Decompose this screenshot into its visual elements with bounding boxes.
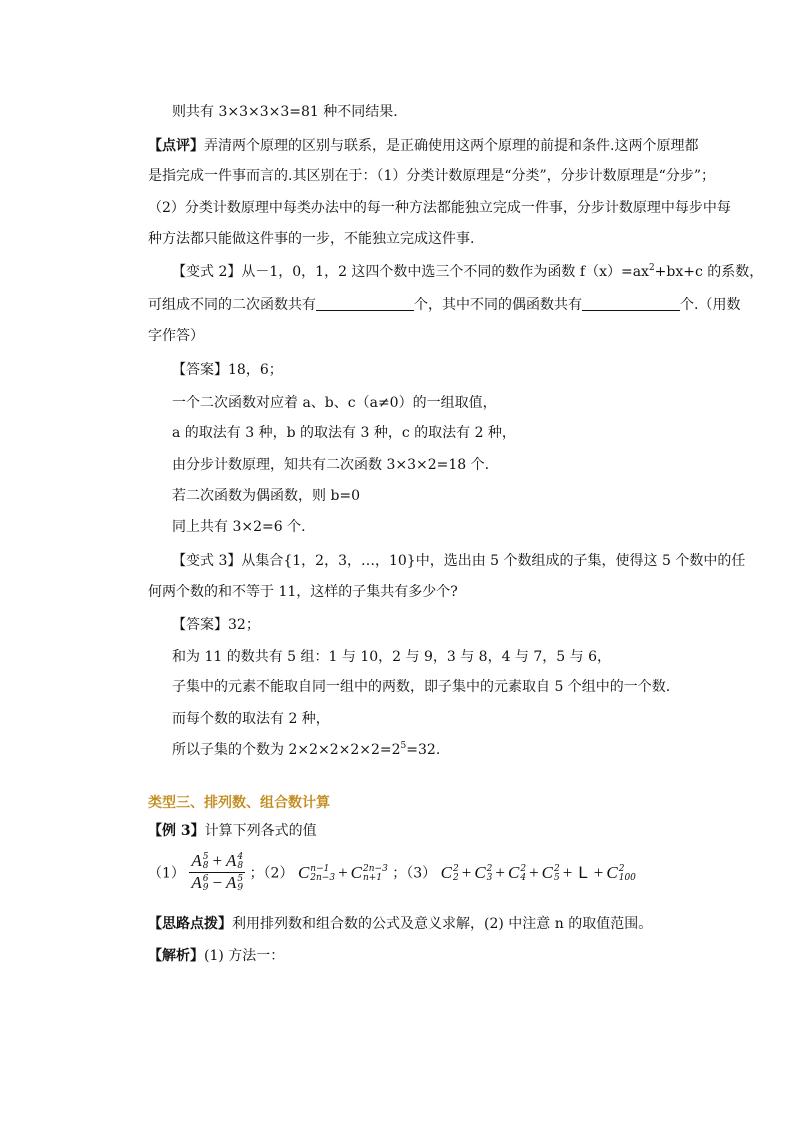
solution-text: (1) 方法一： xyxy=(204,948,285,964)
formula-2: C n−1 2n−3 + C 2n−3 n+1 xyxy=(297,862,388,883)
formula-label: ；（3） xyxy=(392,865,437,882)
text-line: 则共有 3×3×3×3=81 种不同结果. xyxy=(172,104,398,120)
formula-label: ；（2） xyxy=(249,865,294,882)
variant-2-text: 个，其中不同的偶函数共有 xyxy=(414,297,582,313)
text-part: =32. xyxy=(406,742,441,758)
text-line: 同上共有 3×2=6 个. xyxy=(172,519,306,535)
text-line: 一个二次函数对应着 a、b、c（a≠0）的一组取值， xyxy=(172,395,497,411)
text-line: 字作答） xyxy=(148,328,204,344)
section-heading: 类型三、排列数、组合数计算 xyxy=(148,795,330,811)
text-line xyxy=(172,740,440,760)
variant-2-text-cont: +bx+c 的系数， xyxy=(654,264,764,280)
text-line: a 的取法有 3 种，b 的取法有 3 种，c 的取法有 2 种， xyxy=(172,425,516,441)
exponent: 2 xyxy=(648,263,655,273)
answer-line: 【答案】32； xyxy=(172,617,260,633)
solution-tag: 【解析】 xyxy=(148,948,204,964)
text-line: （2）分类计数原理中每类办法中的每一种方法都能独立完成一件事，分步计数原理中每步中每 xyxy=(148,200,731,216)
variant-2-text: 【变式 2】从－1，0，1，2 这四个数中选三个不同的数作为函数 f（x）=ax xyxy=(172,264,649,280)
comment-tag: 【点评】 xyxy=(148,138,204,154)
formula-3: C 2 2 + C 2 3 + C 2 4 + C 2 5 + L + C 2 100 xyxy=(440,862,636,883)
text-line: 和为 11 的数共有 5 组：1 与 10，2 与 9，3 与 8，4 与 7，5 与 6， xyxy=(172,649,612,665)
text-line: 而每个数的取法有 2 种， xyxy=(172,711,330,727)
solution-line xyxy=(148,946,284,966)
hint-tag: 【思路点拨】 xyxy=(148,916,232,932)
answer-blank xyxy=(582,296,680,311)
variant-3-line: 【变式 3】从集合{1，2，3，…，10}中，选出由 5 个数组成的子集，使得这 5 个数中的任 xyxy=(172,553,746,569)
example-tag: 【例 3】 xyxy=(148,823,205,839)
comment-paragraph-line xyxy=(148,136,698,156)
example-text: 计算下列各式的值 xyxy=(204,823,317,839)
comment-text: 弄清两个原理的区别与联系，是正确使用这两个原理的前提和条件.这两个原理都 xyxy=(204,138,699,154)
variant-2-line xyxy=(148,295,740,315)
fraction-formula-1: A 5 8 + A 4 8 A 6 9 − A 5 9 xyxy=(191,851,244,893)
variant-2-text: 个.（用数 xyxy=(680,297,741,313)
hint-line xyxy=(148,914,652,934)
text-line: 由分步计数原理，知共有二次函数 3×3×2=18 个. xyxy=(172,457,490,473)
text-part: 所以子集的个数为 2×2×2×2×2=2 xyxy=(172,742,401,758)
exponent: 5 xyxy=(400,741,407,751)
formula-label: （1） xyxy=(148,865,185,882)
answer-line: 【答案】18，6； xyxy=(172,362,283,378)
text-line: 种方法都只能做这件事的一步，不能独立完成这件事. xyxy=(148,231,475,247)
formula-row xyxy=(148,852,636,896)
variant-2-line xyxy=(172,262,763,282)
example-3-line xyxy=(148,821,317,841)
text-line: 若二次函数为偶函数，则 b=0 xyxy=(172,488,361,504)
text-line: 何两个数的和不等于 11，这样的子集共有多少个? xyxy=(148,584,458,600)
variant-2-text: 可组成不同的二次函数共有 xyxy=(148,297,316,313)
answer-blank xyxy=(316,296,414,311)
text-line: 是指完成一件事而言的.其区别在于：（1）分类计数原理是“分类”，分步计数原理是“分步”； xyxy=(148,168,715,184)
text-line: 子集中的元素不能取自同一组中的两数，即子集中的元素取自 5 个组中的一个数. xyxy=(172,679,671,695)
hint-text: 利用排列数和组合数的公式及意义求解，(2) 中注意 n 的取值范围。 xyxy=(232,916,653,932)
